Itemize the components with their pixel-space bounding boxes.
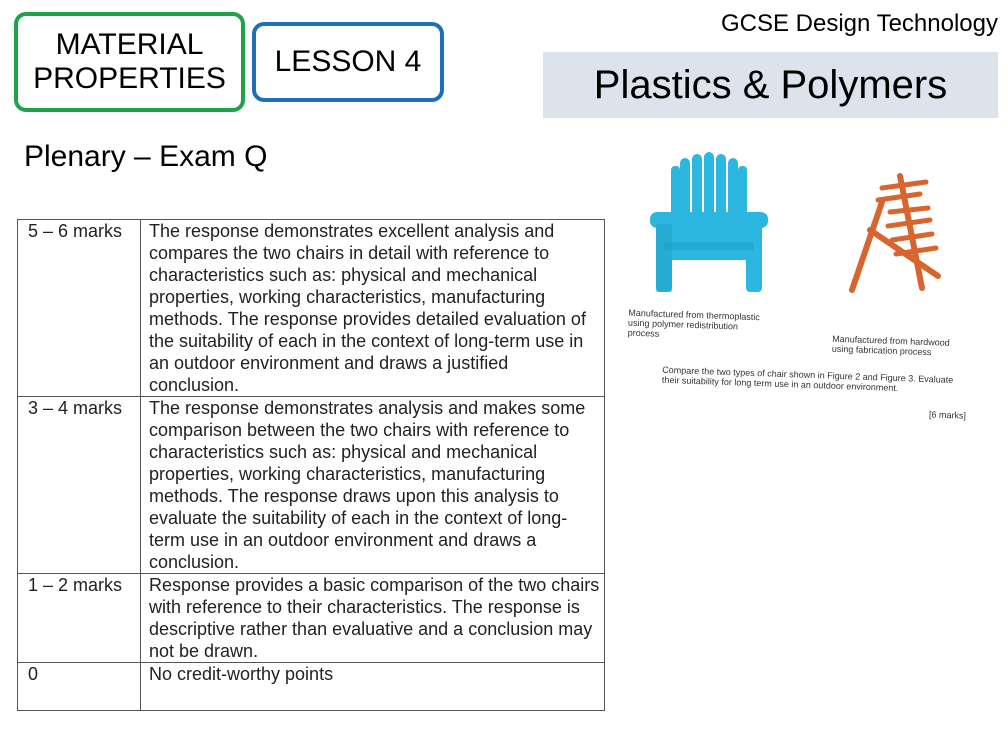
wooden-chair-caption: Manufactured from hardwood using fabrication process	[831, 333, 950, 358]
band-descriptor: Response provides a basic comparison of the two chairs with reference to their characteristics. The response is descriptive rather than evaluative and a conclusion may not be drawn.	[141, 574, 605, 663]
plastic-chair-image	[650, 152, 768, 292]
exam-question-text: Compare the two types of chair shown in Figure 2 and Figure 3. Evaluate their suitability for long term use in an outdoor environment.	[661, 364, 954, 394]
mark-scheme-table	[17, 219, 605, 711]
lesson-badge	[252, 22, 444, 102]
lesson-badge-label: LESSON 4	[274, 45, 422, 78]
mark-band: 3 – 4 marks	[18, 397, 141, 574]
band-descriptor: The response demonstrates analysis and makes some comparison between the two chairs with reference to characteristics such as: physical and mechanical properties, working characteristics, manufacturing methods. The response draws upon this analysis to evaluate the suitability of each in the context of long-term use in an outdoor environment and draws a conclusion.	[141, 397, 605, 574]
table-row	[18, 574, 605, 663]
unit-badge	[14, 12, 245, 112]
mark-band: 0	[18, 663, 141, 711]
topic-title	[543, 52, 998, 118]
topic-title-text: Plastics & Polymers	[593, 62, 948, 107]
mark-band: 5 – 6 marks	[18, 220, 141, 397]
plastic-chair-caption: Manufactured from thermoplastic using polymer redistribution process	[627, 307, 761, 339]
wooden-chair-image	[852, 176, 938, 290]
table-row	[18, 663, 605, 711]
table-row	[18, 397, 605, 574]
band-descriptor: No credit-worthy points	[141, 663, 605, 711]
exam-question-figure	[620, 150, 1008, 440]
exam-question-marks: [6 marks]	[928, 409, 967, 421]
mark-band: 1 – 2 marks	[18, 574, 141, 663]
table-row	[18, 220, 605, 397]
section-title: Plenary – Exam Q	[24, 140, 268, 173]
unit-badge-label: MATERIAL PROPERTIES	[33, 28, 226, 95]
course-title: GCSE Design Technology	[720, 10, 998, 37]
band-descriptor: The response demonstrates excellent analysis and compares the two chairs in detail with reference to characteristics such as: physical and mechanical properties, working characteristics, manufacturing methods. The response provides detailed evaluation of the suitability of each in the context of long-term use in an outdoor environment and draws a justified conclusion.	[141, 220, 605, 397]
